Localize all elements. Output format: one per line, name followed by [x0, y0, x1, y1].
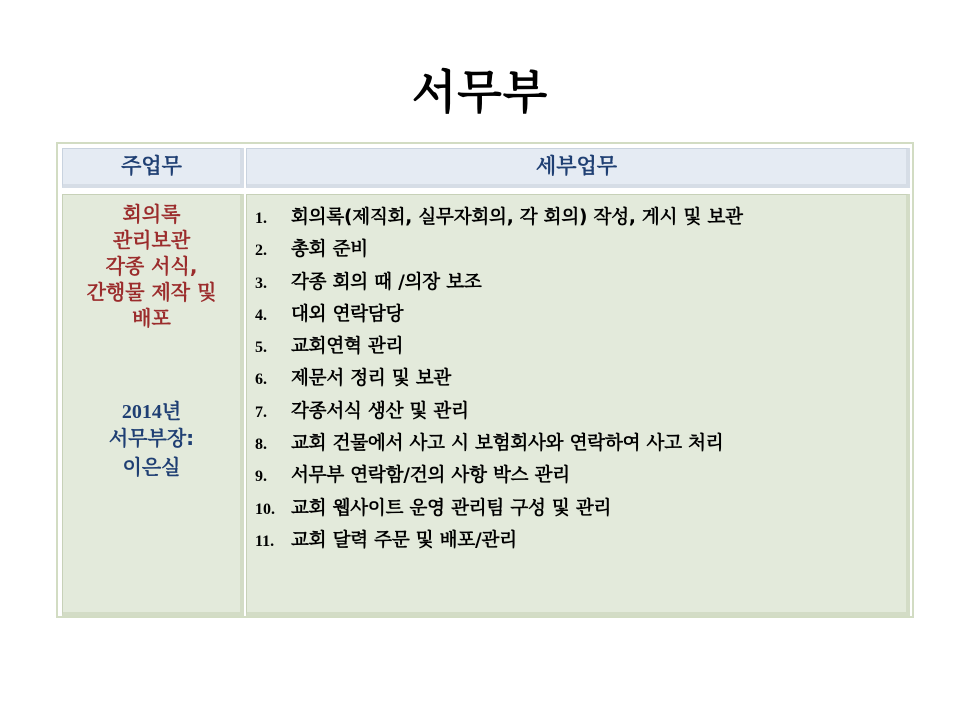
duty-table [56, 142, 914, 618]
item-number: 11. [255, 532, 275, 550]
detail-task-item [255, 461, 903, 493]
detail-task-list [255, 203, 903, 558]
main-task-line: 각종 서식, [105, 254, 198, 278]
item-text: 교회 달력 주문 및 배포/관리 [291, 529, 517, 551]
detail-task-item [255, 332, 903, 364]
main-task-line: 배포 [132, 306, 171, 330]
detail-task-item [255, 429, 903, 461]
item-text: 대외 연락담당 [291, 303, 404, 325]
main-task-text [63, 201, 240, 331]
item-text: 총회 준비 [291, 239, 368, 261]
department-head-name: 이은실 [122, 455, 181, 479]
item-text: 교회연혁 관리 [291, 336, 404, 358]
detail-task-item [255, 526, 903, 558]
slide-title: 서무부 [411, 65, 549, 119]
year-label: 2014년 [121, 401, 182, 423]
item-text: 제문서 정리 및 보관 [291, 368, 452, 390]
item-number: 5. [255, 339, 267, 357]
table-header-row [58, 144, 912, 192]
detail-task-item [255, 300, 903, 332]
item-number: 9. [255, 468, 267, 486]
item-text: 교회 건물에서 사고 시 보험회사와 연락하여 사고 처리 [291, 433, 724, 455]
item-number: 8. [255, 436, 267, 454]
item-number: 2. [255, 242, 267, 260]
item-text: 각종 회의 때 /의장 보조 [291, 271, 482, 293]
main-task-line: 관리보관 [112, 228, 191, 252]
department-head-title: 서무부장: [108, 426, 195, 450]
item-number: 3. [255, 274, 267, 292]
item-text: 회의록(제직회, 실무자회의, 각 회의) 작성, 게시 및 보관 [291, 207, 743, 228]
item-text: 서무부 연락함/건의 사항 박스 관리 [291, 465, 570, 487]
item-text: 각종서식 생산 및 관리 [291, 400, 469, 422]
main-task-cell [62, 194, 244, 616]
detail-task-item [255, 397, 903, 429]
item-text: 교회 웹사이트 운영 관리팀 구성 및 관리 [291, 497, 612, 519]
detail-task-item [255, 203, 903, 235]
detail-task-item [255, 494, 903, 526]
item-number: 6. [255, 371, 267, 389]
detail-task-item [255, 235, 903, 267]
main-task-line: 회의록 [122, 202, 181, 226]
item-number: 7. [255, 403, 267, 421]
item-number: 1. [255, 210, 267, 227]
detail-task-item [255, 268, 903, 300]
main-task-line: 간행물 제작 및 [86, 280, 217, 304]
detail-task-item [255, 364, 903, 396]
header-detail-tasks: 세부업무 [246, 148, 910, 188]
item-number: 4. [255, 306, 267, 324]
detail-tasks-cell [246, 194, 910, 616]
item-number: 10. [255, 500, 275, 518]
header-main-task: 주업무 [62, 148, 244, 188]
